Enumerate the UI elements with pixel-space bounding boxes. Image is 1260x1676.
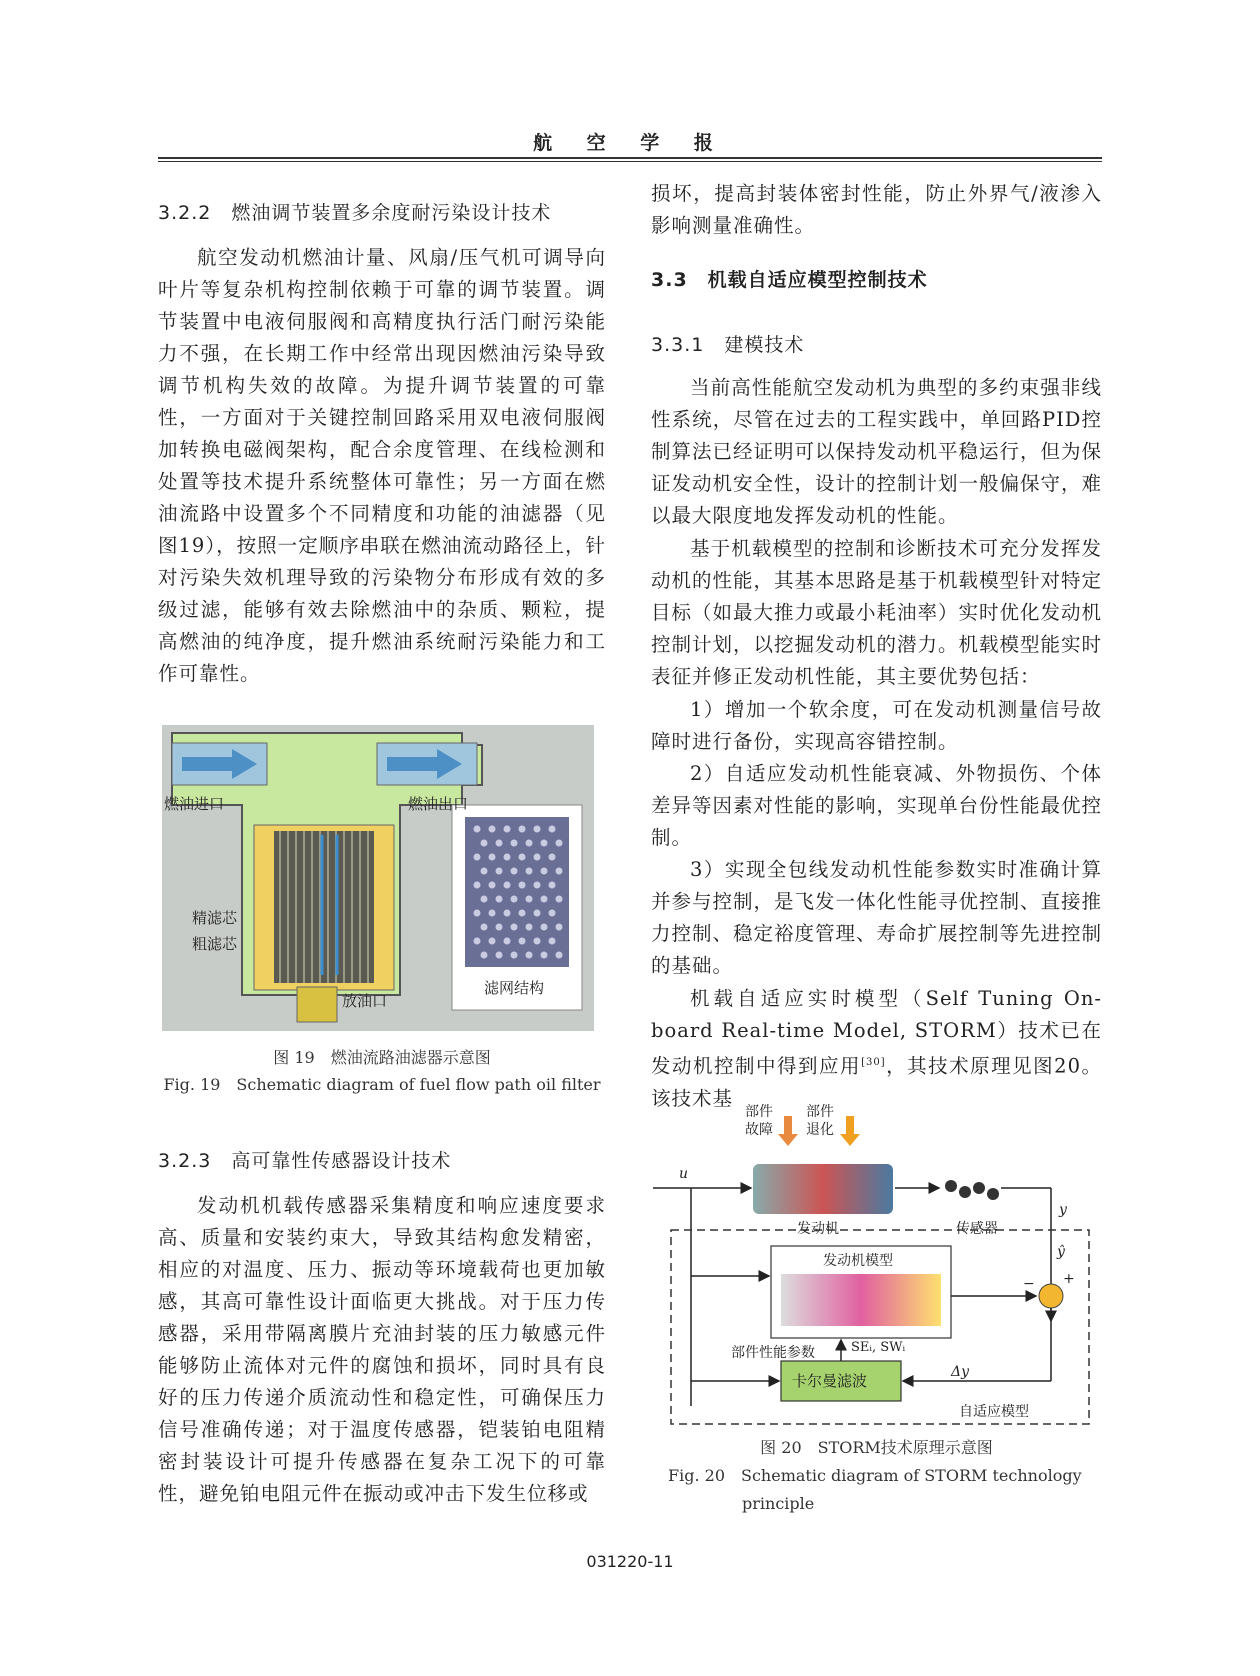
- advantage-2: 2）自适应发动机性能衰减、外物损伤、个体差异等因素对性能的影响，实现单台份性能最优控制。: [651, 762, 1103, 849]
- fig20-label-engine-model: 发动机模型: [823, 1253, 893, 1269]
- section-3-3-1-title: 3.3.1 建模技术: [651, 334, 805, 356]
- continued-paragraph: 损坏，提高封装体密封性能，防止外界气/液渗入影响测量准确性。: [651, 182, 1102, 237]
- paragraph-storm-text: 机载自适应实时模型（Self Tuning On-board Real-time Model, STORM）技术已在发动机控制中得到应用: [651, 987, 1102, 1078]
- fig20-label-sensor: 传感器: [956, 1221, 998, 1237]
- fig20-label-fault-2: 故障: [745, 1122, 773, 1138]
- fig20-label-y: y: [1059, 1202, 1067, 1218]
- fig20-label-kalman: 卡尔曼滤波: [792, 1372, 868, 1390]
- figure-20-caption-en-line2: principle: [742, 1494, 815, 1513]
- fig19-label-inlet: 燃油进口: [164, 795, 225, 813]
- section-3-2-2-paragraph: 航空发动机燃油计量、风扇/压气机可调导向叶片等复杂机构控制依赖于可靠的调节装置。调节装置中电液伺服阀和高精度执行活门耐污染能力不强，在长期工作中经常出现因燃油污染导致调节机构失效的故障。为提升调节装置的可靠性，一方面对于关键控制回路采用双电液伺服阀加转换电磁阀架构，配合余度管理、在线检测和处置等技术提升系统整体可靠性；另一方面在燃油流路中设置多个不同精度和功能的油滤器（见图19），按照一定顺序串联在燃油流动路径上，针对污染失效机理导致的污染物分布形成有效的多级过滤，能够有效去除燃油中的杂质、颗粒，提高燃油的纯净度，提升燃油系统耐污染能力和工作可靠性。: [158, 246, 606, 685]
- section-3-2-2-title: 3.2.2 燃油调节装置多余度耐污染设计技术: [158, 202, 552, 224]
- fig20-label-u: u: [679, 1166, 689, 1182]
- fig20-label-minus: −: [1023, 1276, 1035, 1292]
- citation-30: [30]: [861, 1057, 886, 1068]
- section-3-2-3-title: 3.2.3 高可靠性传感器设计技术: [158, 1150, 452, 1172]
- fig20-label-yhat: ŷ: [1057, 1244, 1065, 1260]
- fig20-label-engine: 发动机: [797, 1221, 839, 1237]
- fig19-label-mesh: 滤网结构: [484, 979, 545, 997]
- section-3-2-3-paragraph: 发动机机载传感器采集精度和响应速度要求高、质量和安装约束大，导致其结构愈发精密，相应的对温度、压力、振动等环境载荷也更加敏感，其高可靠性设计面临更大挑战。对于压力传感器，采用带隔离膜片充油封装的压力敏感元件能够防止流体对元件的腐蚀和损坏，同时具有良好的压力传递介质流动性和稳定性，可确保压力信号准确传递；对于温度传感器，铠装铂电阻精密封装设计可提升传感器在复杂工况下的可靠性，避免铂电阻元件在振动或冲击下发生位移或: [158, 1194, 606, 1505]
- page-number: 031220-11: [586, 1552, 674, 1571]
- fig20-label-component-params: 部件性能参数: [731, 1345, 815, 1361]
- journal-header: 航 空 学 报: [533, 132, 727, 154]
- section-3-3-title: 3.3 机载自适应模型控制技术: [651, 269, 928, 291]
- figure-19-caption-en: Fig. 19 Schematic diagram of fuel flow path oil filter: [163, 1075, 601, 1094]
- fig20-label-se-sw: SEᵢ, SWᵢ: [851, 1340, 906, 1355]
- fig20-label-degrade-2: 退化: [806, 1122, 834, 1138]
- header-rule-thick: [158, 157, 1102, 159]
- fig19-label-drain: 放油口: [342, 992, 388, 1010]
- fig19-label-fine-element: 精滤芯: [192, 909, 238, 927]
- figure-20-caption-cn: 图 20 STORM技术原理示意图: [760, 1438, 993, 1457]
- paragraph-modeling-1: 当前高性能航空发动机为典型的多约束强非线性系统，尽管在过去的工程实践中，单回路PID控制算法已经证明可以保持发动机平稳运行，但为保证发动机安全性，设计的控制计划一般偏保守，难以最大限度地发挥发动机的性能。: [651, 376, 1103, 527]
- fig20-label-plus: +: [1063, 1271, 1075, 1287]
- figure-20-caption-en: Fig. 20 Schematic diagram of STORM technology: [668, 1466, 1082, 1485]
- figure-19-filter-image: [162, 725, 594, 1031]
- paragraph-storm: [651, 983, 1102, 1115]
- fig19-label-coarse-element: 粗滤芯: [192, 935, 238, 953]
- fig20-label-adaptive-model: 自适应模型: [959, 1404, 1029, 1420]
- paragraph-modeling-2: 基于机载模型的控制和诊断技术可充分发挥发动机的性能，其基本思路是基于机载模型针对特定目标（如最大推力或最小耗油率）实时优化发动机控制计划，以挖掘发动机的潜力。机载模型能实时表征并修正发动机性能，其主要优势包括：: [651, 537, 1103, 688]
- fig20-label-delta-y: Δy: [951, 1364, 970, 1380]
- header-rule-thin: [158, 161, 1102, 162]
- advantage-3: 3）实现全包线发动机性能参数实时准确计算并参与控制，是飞发一体化性能寻优控制、直接推力控制、稳定裕度管理、寿命扩展控制等先进控制的基础。: [651, 858, 1103, 977]
- fig19-label-outlet: 燃油出口: [408, 795, 469, 813]
- figure-20-storm-diagram: [651, 1106, 1102, 1428]
- figure-19-caption-cn: 图 19 燃油流路油滤器示意图: [273, 1048, 491, 1067]
- advantage-1: 1）增加一个软余度，可在发动机测量信号故障时进行备份，实现高容错控制。: [651, 698, 1102, 753]
- paragraph-storm-text-end: ，其技术原理见图20。该技术基: [651, 1054, 1102, 1110]
- fig20-label-degrade-1: 部件: [806, 1104, 834, 1120]
- fig20-label-fault-1: 部件: [745, 1104, 773, 1120]
